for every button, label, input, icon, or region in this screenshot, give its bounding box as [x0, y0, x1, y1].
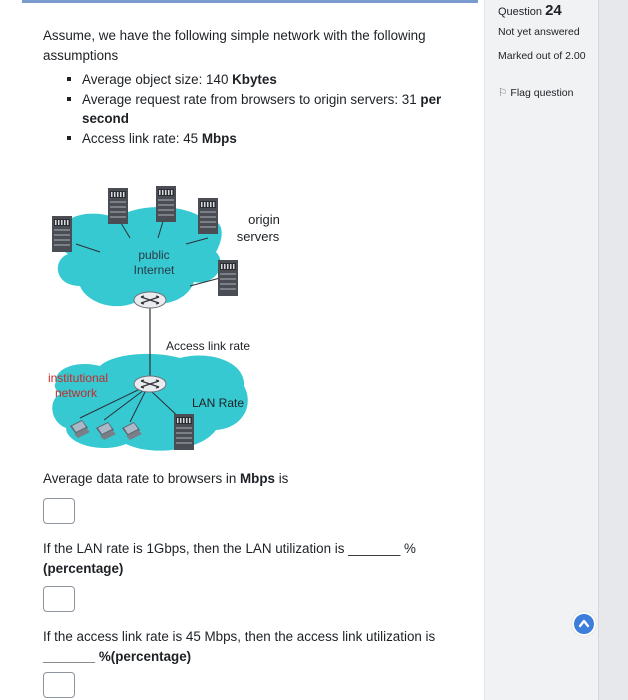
part2-prompt: If the LAN rate is 1Gbps, then the LAN utilization is _______ % (percentage): [43, 541, 416, 576]
public-internet-label-line: public: [138, 248, 170, 262]
assumption-item: Access link rate: 45 Mbps: [66, 129, 466, 149]
part1-answer-input[interactable]: [43, 498, 75, 524]
part3-prompt: If the access link rate is 45 Mbps, then the access link utilization is _______ %(percentage): [43, 629, 436, 664]
server-icon: [108, 188, 128, 224]
public-internet-label: [134, 248, 175, 277]
router-icon: [134, 292, 166, 308]
chevron-icon: [574, 614, 594, 634]
assumption-item: Average object size: 140 Kbytes: [66, 70, 466, 90]
part1-prompt: Average data rate to browsers in Mbps is: [43, 471, 289, 486]
origin-servers-label-line: servers: [236, 229, 280, 244]
drawer-toggle-button[interactable]: [572, 612, 596, 636]
network-diagram: [40, 182, 300, 464]
assumption-item: Average request rate from browsers to origin servers: 31 per second: [66, 90, 466, 129]
router-icon: [134, 376, 166, 392]
question-number: Question 24: [498, 2, 562, 19]
server-icon: [52, 216, 72, 252]
part3-answer-input[interactable]: [43, 672, 75, 698]
origin-servers-label: [237, 212, 280, 244]
marked-out-of: Marked out of 2.00: [498, 50, 586, 62]
server-icon: [218, 260, 238, 296]
question-info-panel: [484, 0, 598, 700]
server-icon: [198, 198, 218, 234]
institutional-network-label-line: institutional: [47, 371, 109, 385]
access-link-rate-label: Access link rate: [166, 339, 251, 353]
part2-answer-input[interactable]: [43, 586, 75, 612]
origin-servers-label-line: origin: [248, 212, 280, 227]
answer-status: Not yet answered: [498, 26, 580, 38]
server-icon: [156, 186, 176, 222]
question-intro: Assume, we have the following simple network with the following assumptions: [43, 28, 426, 63]
assumption-list: [66, 70, 466, 148]
flag-question-button[interactable]: ⚐ Flag question: [498, 87, 574, 99]
institutional-network-label-line: network: [54, 386, 98, 400]
right-drawer-strip: [598, 0, 628, 700]
server-icon: [174, 414, 194, 450]
public-internet-label-line: Internet: [133, 263, 175, 277]
lan-rate-label: LAN Rate: [192, 396, 245, 410]
flag-icon: ⚐: [498, 87, 508, 99]
